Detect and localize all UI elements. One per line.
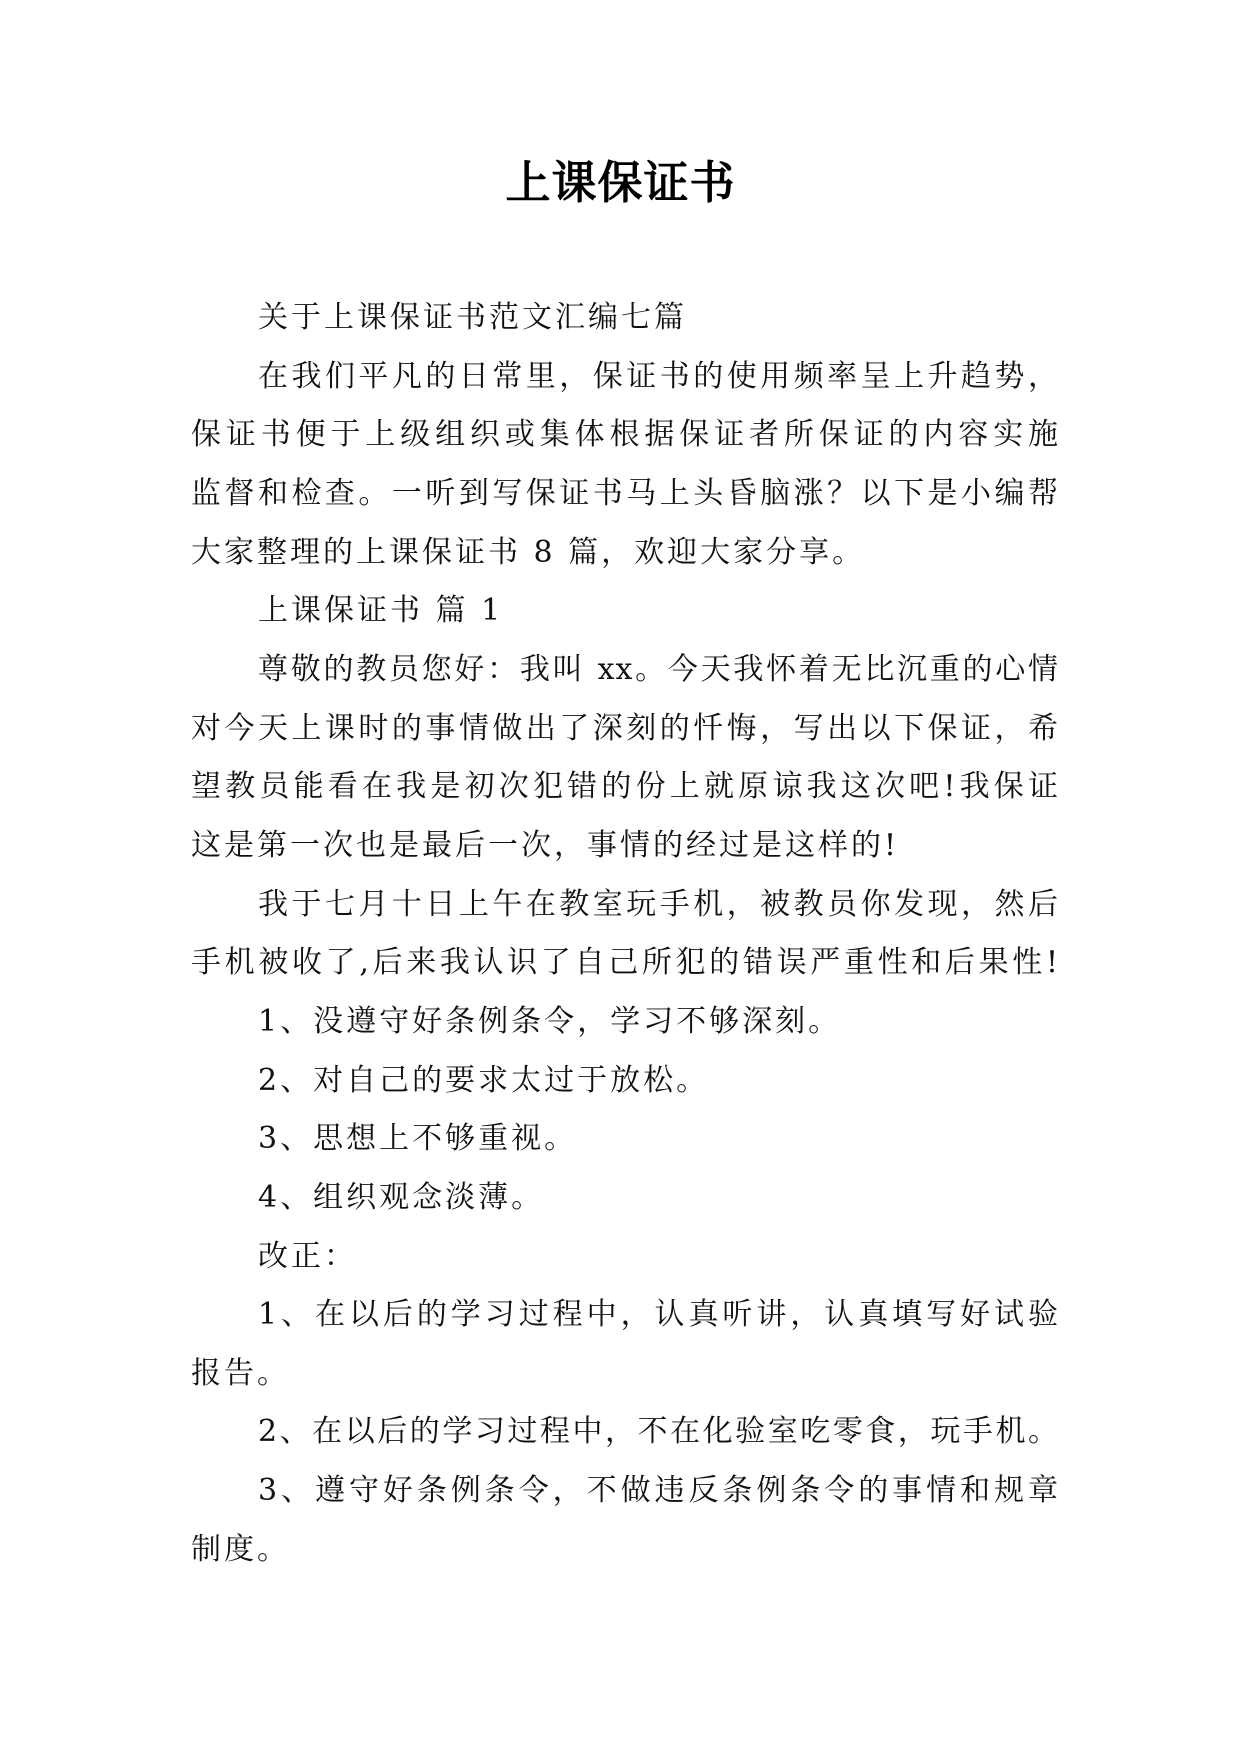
paragraph-line: 手机被收了,后来我认识了自己所犯的错误严重性和后果性! <box>191 945 1059 981</box>
article-heading: 上课保证书 篇 1 <box>258 593 504 629</box>
intro-paragraph-line: 监督和检查。一听到写保证书马上头昏脑涨？以下是小编帮 <box>191 475 1059 511</box>
paragraph-line: 这是第一次也是最后一次，事情的经过是这样的! <box>191 827 900 863</box>
reason-list-item: 3、思想上不够重视。 <box>258 1121 578 1157</box>
reason-list-item: 2、对自己的要求太过于放松。 <box>258 1062 710 1098</box>
paragraph-line: 对今天上课时的事情做出了深刻的忏悔，写出以下保证，希 <box>191 710 1059 746</box>
intro-heading: 关于上课保证书范文汇编七篇 <box>258 300 687 335</box>
correction-list-item-continuation: 制度。 <box>191 1531 290 1567</box>
intro-paragraph-line: 在我们平凡的日常里，保证书的使用频率呈上升趋势， <box>258 358 1059 394</box>
correction-list-item: 1、在以后的学习过程中，认真听讲，认真填写好试验 <box>258 1297 1059 1333</box>
correction-list-item-continuation: 报告。 <box>191 1355 290 1391</box>
correction-list-item: 3、遵守好条例条令，不做违反条例条令的事情和规章 <box>258 1473 1059 1509</box>
reason-list-item: 1、没遵守好条例条令，学习不够深刻。 <box>258 1003 842 1039</box>
paragraph-line: 望教员能看在我是初次犯错的份上就原谅我这次吧!我保证 <box>191 769 1059 805</box>
intro-paragraph-line: 大家整理的上课保证书 8 篇，欢迎大家分享。 <box>191 534 866 570</box>
document-body <box>191 289 1059 1579</box>
correction-list-item: 2、在以后的学习过程中，不在化验室吃零食，玩手机。 <box>258 1414 1059 1450</box>
intro-paragraph-line: 保证书便于上级组织或集体根据保证者所保证的内容实施 <box>191 417 1059 453</box>
paragraph-line: 尊敬的教员您好：我叫 xx。今天我怀着无比沉重的心情 <box>258 651 1059 687</box>
document-title: 上课保证书 <box>505 156 736 209</box>
reason-list-item: 4、组织观念淡薄。 <box>258 1179 545 1215</box>
paragraph-line: 我于七月十日上午在教室玩手机，被教员你发现，然后 <box>258 886 1059 922</box>
correction-heading: 改正： <box>258 1238 357 1274</box>
